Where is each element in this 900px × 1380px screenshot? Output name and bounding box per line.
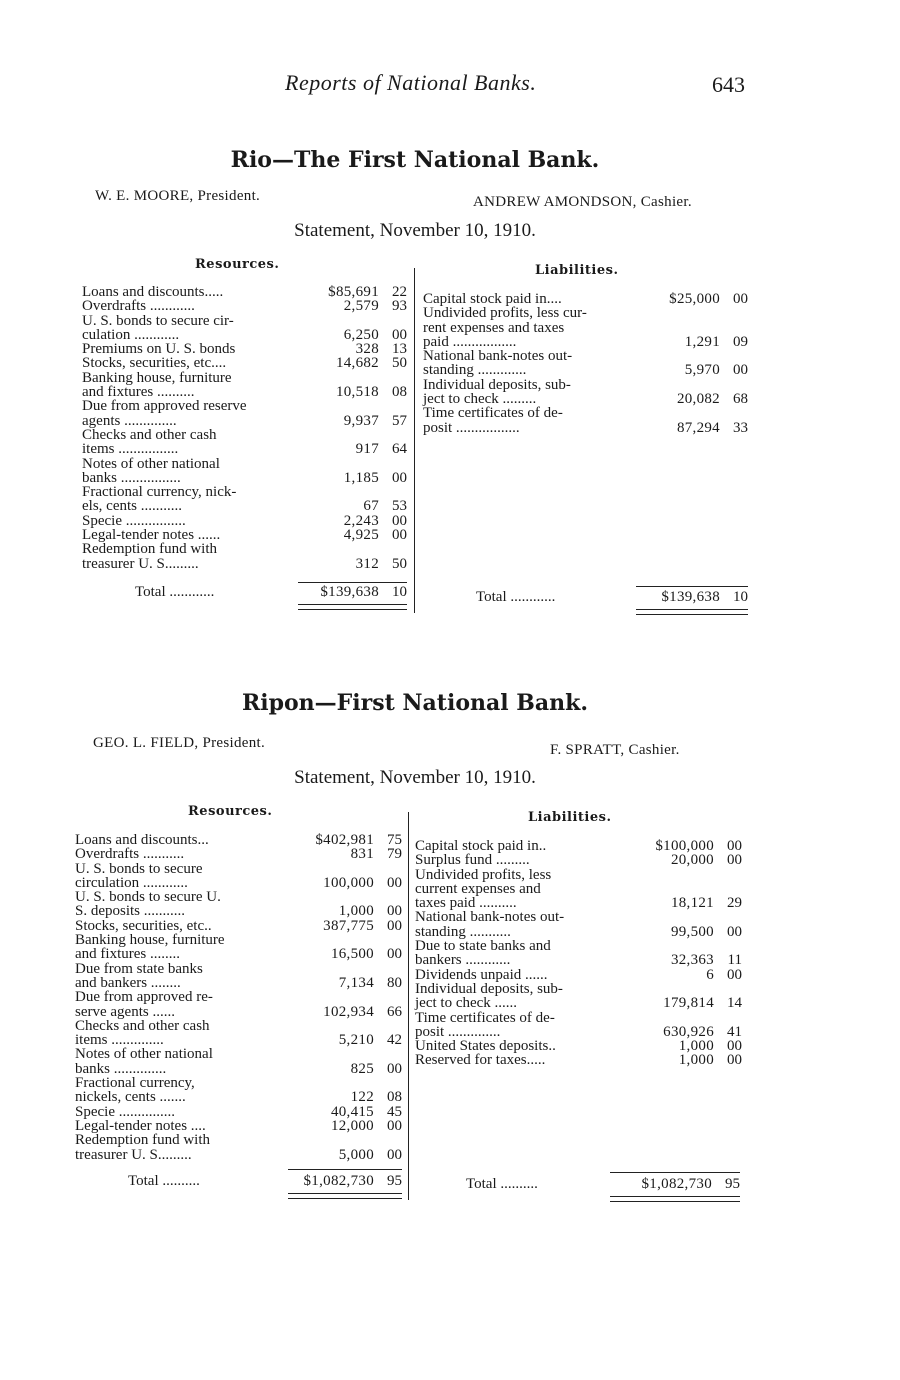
resource-item	[75, 847, 402, 861]
item-cents: 50	[392, 555, 407, 572]
item-cents: 57	[392, 412, 407, 429]
item-amount: 4,925	[343, 527, 379, 544]
bank-title: Rio—The First National Bank.	[230, 147, 600, 173]
item-cents: 29	[727, 895, 742, 912]
resource-item	[75, 890, 402, 919]
resource-item	[75, 919, 402, 933]
item-label: Overdrafts ...........	[75, 846, 185, 863]
item-label: Notes of other national banks ................	[82, 455, 220, 486]
total-amount: $139,638	[661, 589, 720, 605]
liability-item	[423, 306, 748, 349]
resource-item	[82, 514, 407, 528]
item-amount: 40,415	[330, 1103, 374, 1120]
item-label: Due from approved re- serve agents ......	[75, 989, 213, 1020]
total-row-liabilities	[466, 1176, 740, 1194]
item-label: Stocks, securities, etc..	[75, 917, 212, 934]
item-amount: 312	[355, 555, 379, 572]
item-amount: 99,500	[670, 923, 714, 940]
item-label: Capital stock paid in..	[415, 838, 547, 854]
item-amount: 179,814	[663, 995, 714, 1012]
item-label: Capital stock paid in....	[423, 291, 562, 307]
item-cents: 00	[387, 903, 402, 920]
item-cents: 53	[392, 498, 407, 515]
statement-date: Statement, November 10, 1910.	[294, 767, 536, 788]
item-cents: 33	[733, 419, 748, 436]
total-double-rule	[636, 609, 748, 615]
item-cents: 66	[387, 1003, 402, 1020]
item-cents: 68	[733, 391, 748, 408]
item-cents: 00	[733, 291, 748, 307]
item-amount: 387,775	[323, 917, 374, 934]
item-label: Banking house, furniture and fixtures ........	[75, 932, 225, 963]
item-amount: 2,579	[343, 298, 379, 315]
item-amount: $402,981	[315, 832, 374, 848]
item-cents: 08	[387, 1089, 402, 1106]
liability-item	[423, 292, 748, 306]
liability-item	[423, 378, 748, 407]
item-cents: 14	[727, 995, 742, 1012]
item-cents: 00	[727, 838, 742, 854]
item-label: National bank-notes out- standing .............	[423, 348, 573, 379]
item-label: Redemption fund with treasurer U. S.........	[75, 1132, 210, 1163]
resource-item	[82, 428, 407, 457]
item-label: Redemption fund with treasurer U. S.........	[82, 541, 217, 572]
page-number: 643	[712, 72, 745, 97]
item-amount: $85,691	[328, 284, 379, 300]
item-cents: 22	[392, 284, 407, 300]
item-amount: 5,970	[684, 362, 720, 379]
resource-item	[75, 1119, 402, 1133]
resource-item	[82, 285, 407, 299]
item-label: Overdrafts ............	[82, 298, 195, 315]
item-cents: 13	[392, 341, 407, 358]
item-cents: 00	[733, 362, 748, 379]
item-label: Dividends unpaid ......	[415, 966, 548, 983]
item-label: U. S. bonds to secure circulation ............	[75, 860, 203, 891]
resource-item	[82, 399, 407, 428]
running-head	[0, 66, 900, 100]
item-cents: 42	[387, 1032, 402, 1049]
item-cents: 50	[392, 355, 407, 372]
resource-item	[75, 990, 402, 1019]
item-amount: 831	[350, 846, 374, 863]
president-name: W. E. MOORE, President.	[95, 188, 261, 204]
item-cents: 11	[727, 952, 742, 969]
column-divider	[414, 268, 415, 613]
resource-item	[82, 371, 407, 400]
liability-item	[415, 1011, 742, 1040]
resource-item	[82, 356, 407, 370]
item-cents: 00	[387, 1060, 402, 1077]
resource-item	[82, 542, 407, 571]
item-amount: $100,000	[655, 838, 714, 854]
total-amount: $139,638	[320, 584, 379, 600]
total-row-liabilities	[476, 589, 748, 607]
item-amount: 1,185	[343, 469, 379, 486]
item-cents: 93	[392, 298, 407, 315]
liability-item	[415, 839, 742, 853]
item-cents: 00	[727, 923, 742, 940]
item-amount: 6	[706, 966, 714, 983]
item-label: Undivided profits, less current expenses and taxes paid ..........	[415, 866, 552, 912]
running-title: Reports of National Banks.	[285, 70, 537, 95]
item-label: Checks and other cash items ................	[82, 426, 217, 458]
item-amount: 20,082	[676, 391, 720, 408]
item-cents: 00	[392, 512, 407, 529]
total-label: Total ............	[476, 589, 556, 605]
item-cents: 00	[392, 326, 407, 343]
item-label: Fractional currency, nickels, cents .......	[75, 1075, 195, 1106]
item-amount: 630,926	[663, 1023, 714, 1040]
resource-item	[82, 314, 407, 343]
total-cents: 95	[387, 1173, 402, 1189]
cashier-name: F. SPRATT, Cashier.	[550, 742, 680, 758]
item-label: Checks and other cash items ..............	[75, 1017, 210, 1049]
item-amount: 1,000	[678, 1052, 714, 1069]
item-amount: 7,134	[338, 974, 374, 991]
column-divider	[408, 812, 409, 1200]
total-double-rule	[288, 1193, 402, 1199]
item-cents: 00	[392, 469, 407, 486]
item-label: United States deposits..	[415, 1038, 556, 1055]
total-double-rule	[298, 604, 407, 610]
resource-item	[75, 1133, 402, 1162]
resource-item	[82, 299, 407, 313]
item-amount: 1,291	[684, 333, 720, 350]
item-amount: 6,250	[343, 326, 379, 343]
item-label: Due from state banks and bankers ........	[75, 960, 203, 991]
item-amount: 9,937	[343, 412, 379, 429]
liabilities-heading: Liabilities.	[535, 263, 619, 278]
item-amount: 87,294	[676, 419, 720, 436]
item-amount: 1,000	[338, 903, 374, 920]
item-amount: 2,243	[343, 512, 379, 529]
item-cents: 45	[387, 1103, 402, 1120]
cashier-name: ANDREW AMONDSON, Cashier.	[473, 194, 692, 210]
total-double-rule	[610, 1196, 740, 1202]
total-row-resources	[128, 1173, 402, 1191]
item-cents: 00	[727, 1038, 742, 1055]
item-label: Time certificates of de- posit .................	[423, 405, 563, 436]
item-amount: 14,682	[335, 355, 379, 372]
resource-item	[82, 485, 407, 514]
liability-item	[423, 349, 748, 378]
item-label: Banking house, furniture and fixtures ..........	[82, 369, 232, 401]
item-label: Loans and discounts...	[75, 832, 209, 848]
item-label: Specie ...............	[75, 1103, 175, 1120]
total-row-resources	[135, 584, 407, 602]
item-cents: 00	[387, 874, 402, 891]
total-amount: $1,082,730	[303, 1173, 374, 1189]
item-amount: 328	[355, 341, 379, 358]
item-amount: 10,518	[335, 384, 379, 401]
item-amount: 122	[350, 1089, 374, 1106]
item-amount: 825	[350, 1060, 374, 1077]
item-amount: 18,121	[670, 895, 714, 912]
item-cents: 00	[387, 1146, 402, 1163]
item-label: Premiums on U. S. bonds	[82, 341, 236, 358]
item-label: U. S. bonds to secure U. S. deposits ...........	[75, 889, 221, 920]
statement-date: Statement, November 10, 1910.	[294, 220, 536, 241]
resources-heading: Resources.	[188, 804, 273, 819]
item-cents: 00	[387, 1117, 402, 1134]
total-rule	[298, 582, 407, 583]
resource-item	[82, 528, 407, 542]
item-cents: 09	[733, 333, 748, 350]
item-amount: 5,210	[338, 1032, 374, 1049]
bank-title: Ripon—First National Bank.	[241, 690, 589, 716]
item-cents: 00	[387, 917, 402, 934]
liability-item	[415, 1039, 742, 1053]
item-amount: 67	[363, 498, 379, 515]
item-amount: 1,000	[678, 1038, 714, 1055]
resource-item	[75, 1019, 402, 1048]
resource-item	[75, 962, 402, 991]
item-cents: 80	[387, 974, 402, 991]
total-cents: 10	[392, 584, 407, 600]
total-amount: $1,082,730	[641, 1176, 712, 1192]
item-label: Specie ................	[82, 512, 186, 529]
item-cents: 75	[387, 832, 402, 848]
item-cents: 00	[727, 852, 742, 869]
item-cents: 00	[392, 527, 407, 544]
item-amount: $25,000	[669, 291, 720, 307]
liability-item	[415, 982, 742, 1011]
item-label: Reserved for taxes.....	[415, 1052, 546, 1069]
resource-item	[75, 1047, 402, 1076]
resource-item	[75, 1076, 402, 1105]
president-name: GEO. L. FIELD, President.	[93, 735, 266, 751]
liability-item	[423, 406, 748, 435]
item-label: Loans and discounts.....	[82, 284, 224, 300]
item-label: Stocks, securities, etc....	[82, 355, 227, 372]
item-amount: 12,000	[330, 1117, 374, 1134]
item-amount: 16,500	[330, 946, 374, 963]
liability-item	[415, 1053, 742, 1067]
total-label: Total ..........	[466, 1176, 538, 1192]
item-cents: 08	[392, 384, 407, 401]
item-label: Time certificates of de- posit ..............	[415, 1009, 555, 1040]
item-cents: 79	[387, 846, 402, 863]
item-label: U. S. bonds to secure cir- culation ............	[82, 312, 234, 343]
resources-list	[82, 285, 407, 571]
item-amount: 20,000	[670, 852, 714, 869]
total-rule	[636, 586, 748, 587]
liabilities-list	[415, 839, 742, 1068]
liability-item	[415, 968, 742, 982]
liabilities-list	[423, 292, 748, 435]
total-cents: 10	[733, 589, 748, 605]
resource-item	[75, 933, 402, 962]
item-amount: 100,000	[323, 874, 374, 891]
total-label: Total ............	[135, 584, 215, 600]
item-cents: 00	[727, 966, 742, 983]
total-rule	[610, 1172, 740, 1173]
item-label: Fractional currency, nick- els, cents ...........	[82, 484, 237, 515]
resources-heading: Resources.	[195, 257, 280, 272]
liability-item	[415, 868, 742, 911]
item-cents: 41	[727, 1023, 742, 1040]
item-amount: 32,363	[670, 952, 714, 969]
total-cents: 95	[725, 1176, 740, 1192]
resource-item	[75, 862, 402, 891]
liability-item	[415, 853, 742, 867]
total-rule	[288, 1169, 402, 1170]
total-label: Total ..........	[128, 1173, 200, 1189]
resource-item	[82, 457, 407, 486]
item-amount: 102,934	[323, 1003, 374, 1020]
item-label: Undivided profits, less cur- rent expenses and taxes paid .................	[423, 305, 587, 350]
item-label: Due from approved reserve agents ..............	[82, 398, 247, 429]
item-label: Legal-tender notes ....	[75, 1117, 206, 1134]
resource-item	[82, 342, 407, 356]
item-label: National bank-notes out- standing ...........	[415, 909, 565, 940]
resources-list	[75, 833, 402, 1162]
item-label: Individual deposits, sub- ject to check ......	[415, 980, 563, 1012]
item-label: Notes of other national banks ..............	[75, 1046, 213, 1077]
liability-item	[415, 910, 742, 939]
item-cents: 64	[392, 441, 407, 458]
resource-item	[75, 833, 402, 847]
resource-item	[75, 1105, 402, 1119]
item-amount: 5,000	[338, 1146, 374, 1163]
item-label: Individual deposits, sub- ject to check .........	[423, 376, 571, 408]
item-cents: 00	[387, 946, 402, 963]
item-cents: 00	[727, 1052, 742, 1069]
liability-item	[415, 939, 742, 968]
item-amount: 917	[355, 441, 379, 458]
item-label: Surplus fund .........	[415, 852, 530, 869]
item-label: Due to state banks and bankers ............	[415, 938, 551, 969]
liabilities-heading: Liabilities.	[528, 810, 612, 825]
item-label: Legal-tender notes ......	[82, 527, 221, 544]
